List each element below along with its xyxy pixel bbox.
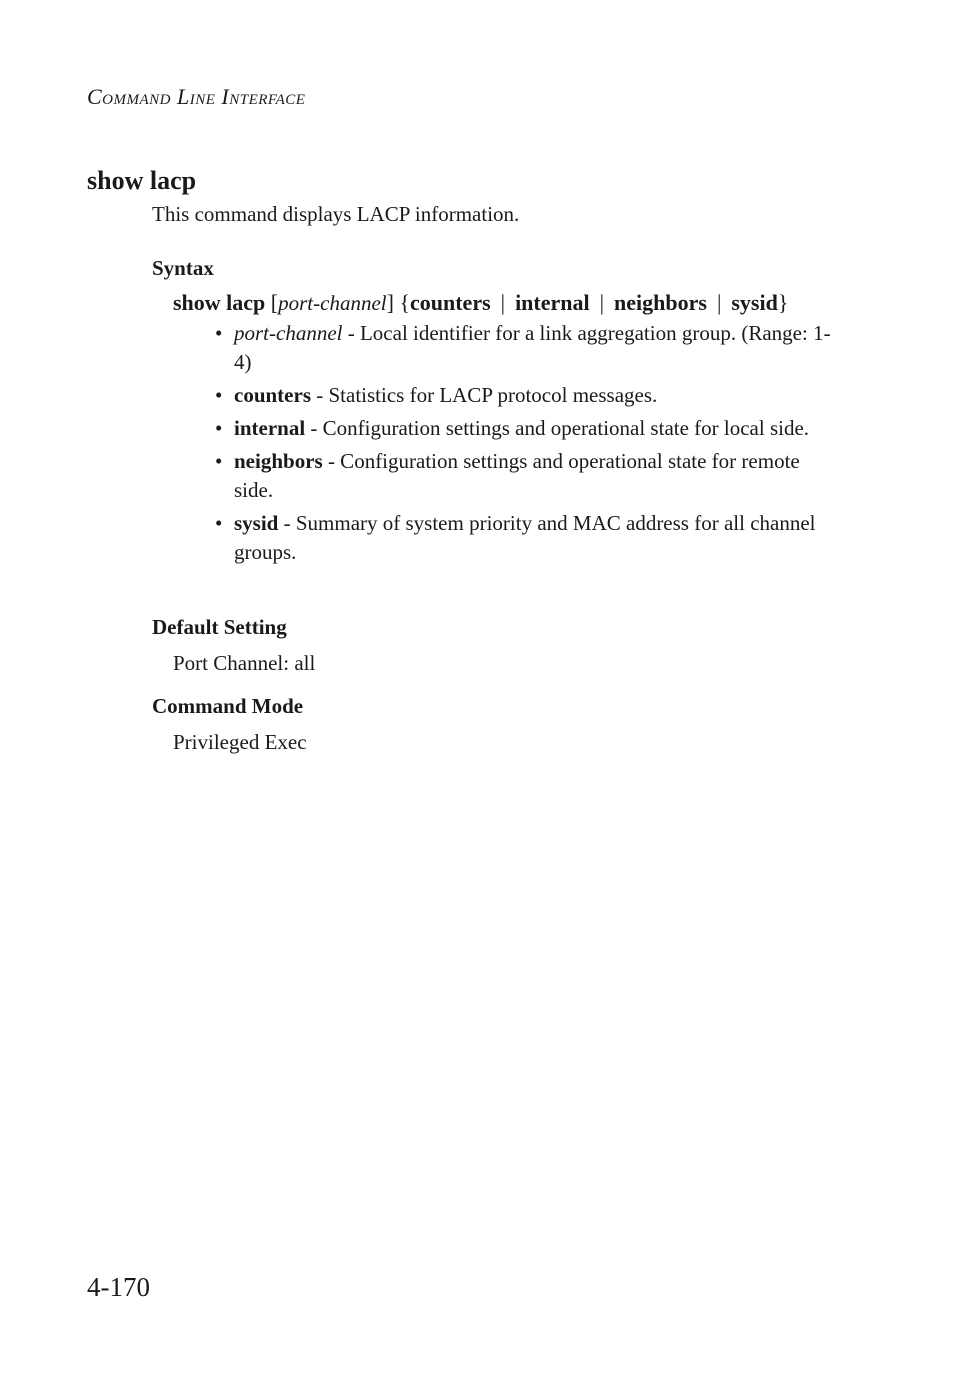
bullet-icon: • <box>215 321 223 345</box>
param-desc: - Configuration settings and operational state for remote side. <box>234 449 800 502</box>
running-header: Command Line Interface <box>87 84 306 109</box>
default-setting-heading: Default Setting <box>152 615 287 639</box>
bullet-icon: • <box>215 383 223 407</box>
syntax-option-neighbors: neighbors <box>614 290 707 315</box>
syntax-option-counters: counters <box>410 290 491 315</box>
command-mode-value: Privileged Exec <box>173 730 307 754</box>
syntax-heading: Syntax <box>152 256 214 280</box>
command-mode-heading: Command Mode <box>152 694 304 718</box>
syntax-open-bracket: [ <box>270 290 279 315</box>
syntax-param: port-channel <box>278 291 387 315</box>
default-setting-value: Port Channel: all <box>173 651 316 675</box>
param-term: port-channel <box>234 321 343 345</box>
param-desc: - Local identifier for a link aggregation group. (Range: 1-4) <box>234 321 831 374</box>
syntax-option-sysid: sysid <box>731 290 778 315</box>
list-item <box>215 381 835 410</box>
syntax-pipe: | <box>500 290 506 315</box>
param-desc: - Statistics for LACP protocol messages. <box>311 383 658 407</box>
syntax-command: show lacp <box>173 290 266 315</box>
bullet-icon: • <box>215 449 223 473</box>
param-desc: - Configuration settings and operational state for local side. <box>305 416 810 440</box>
syntax-pipe: | <box>716 290 722 315</box>
syntax-line <box>173 290 788 316</box>
syntax-option-internal: internal <box>515 290 590 315</box>
list-item <box>215 414 835 443</box>
command-title: show lacp <box>87 166 197 195</box>
list-item <box>215 319 835 377</box>
page-number: 4-170 <box>87 1272 150 1302</box>
parameter-list <box>215 319 835 571</box>
param-term: sysid <box>234 511 279 535</box>
syntax-close-bracket: ] <box>386 290 394 315</box>
list-item <box>215 447 835 505</box>
syntax-close-brace: } <box>777 290 789 315</box>
syntax-pipe: | <box>599 290 605 315</box>
param-term: neighbors <box>234 449 323 473</box>
list-item <box>215 509 835 567</box>
bullet-icon: • <box>215 511 223 535</box>
bullet-icon: • <box>215 416 223 440</box>
param-term: counters <box>234 383 311 407</box>
param-term: internal <box>234 416 306 440</box>
syntax-open-brace: { <box>399 290 410 315</box>
command-description: This command displays LACP information. <box>152 202 520 226</box>
param-desc: - Summary of system priority and MAC address for all channel groups. <box>234 511 816 564</box>
